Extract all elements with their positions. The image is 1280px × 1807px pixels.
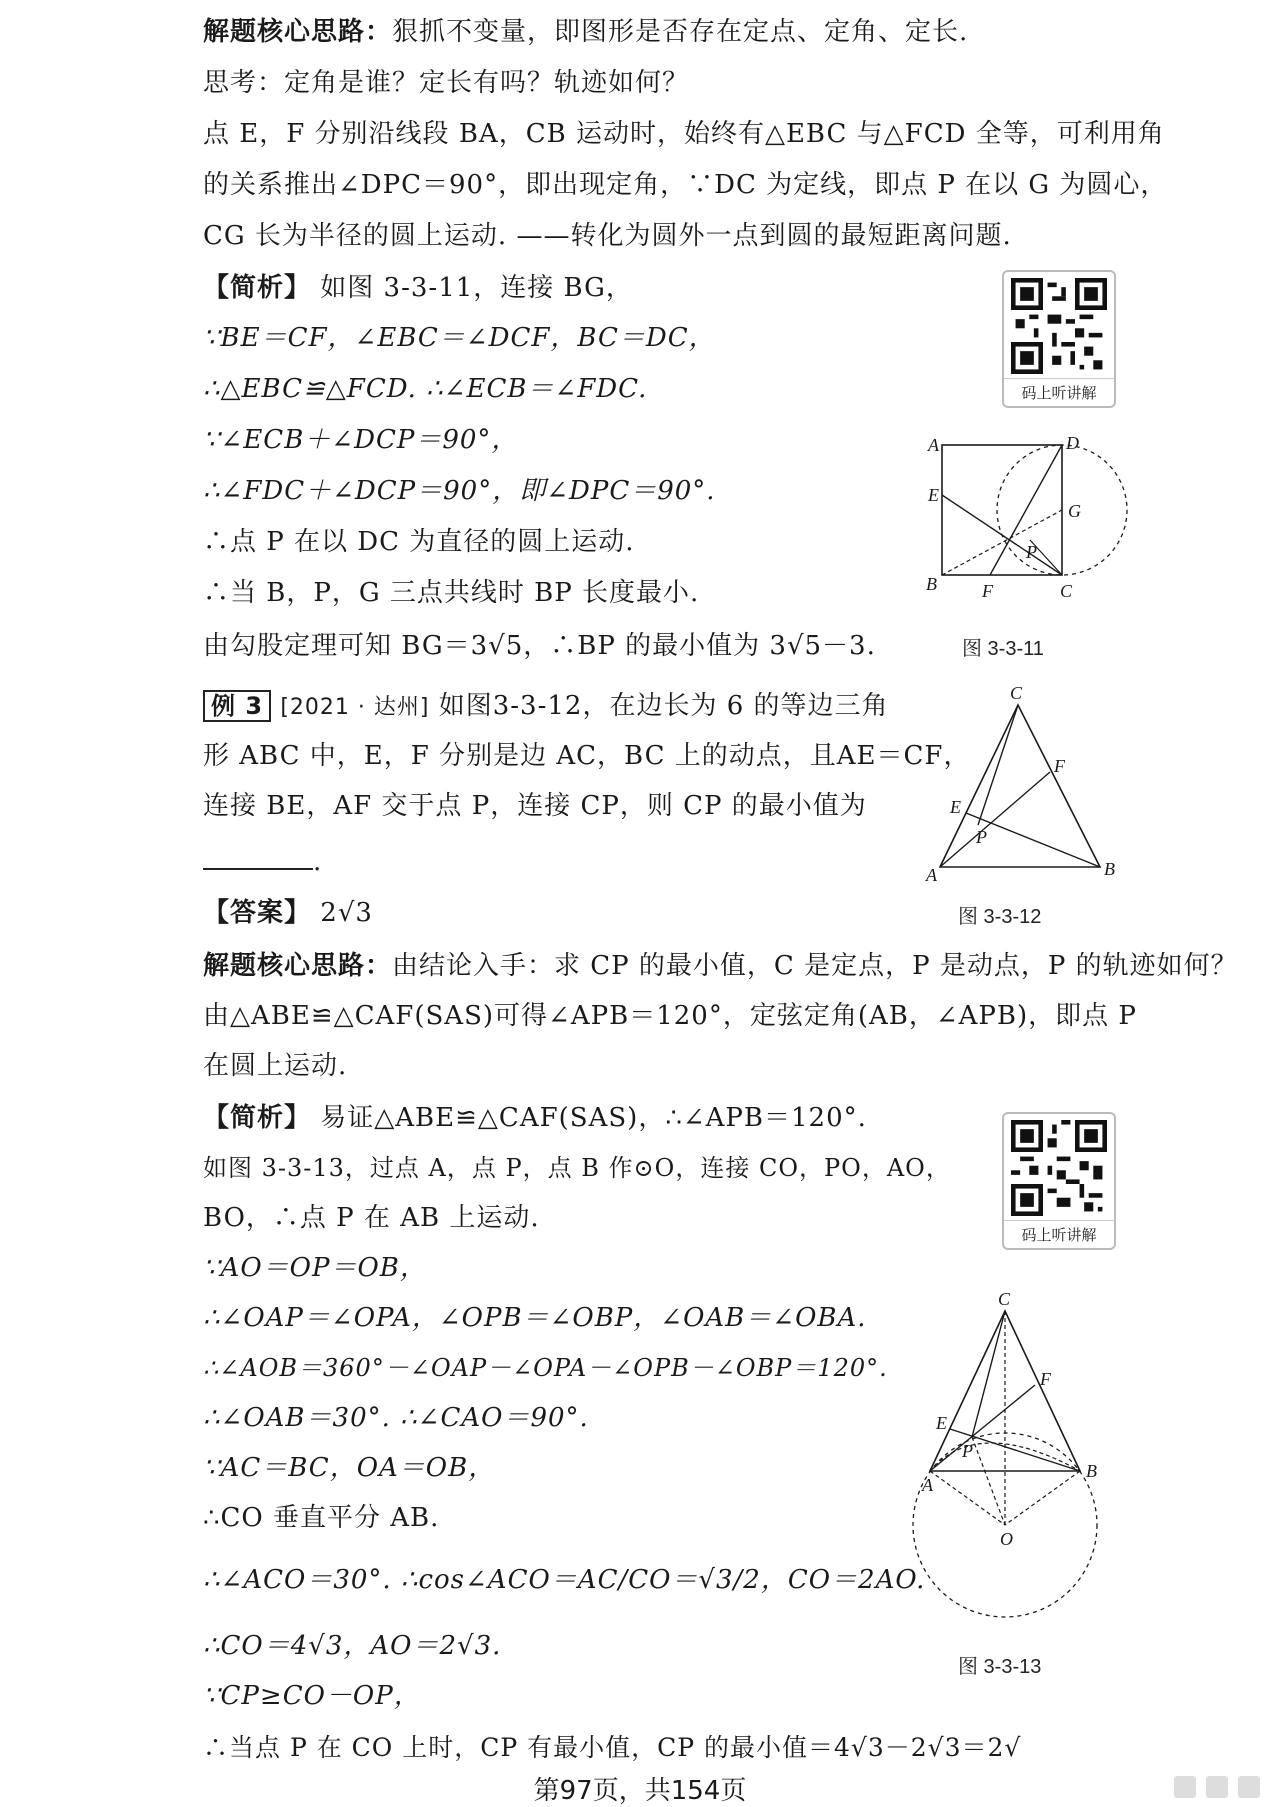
para-line-2: 的关系推出∠DPC＝90°，即出现定角，∵DC 为定线，即点 P 在以 G 为圆心， [203,170,1168,200]
analysis1-line-0 [203,272,633,304]
analysis2-line-0 [203,1102,867,1134]
page-indicator: 第97页，共154页 [533,1776,747,1806]
fig3-label-o: O [1000,1529,1013,1549]
analysis1-label: 【简析】 [203,273,312,303]
analysis2-line-5: ∴∠AOB＝360°－∠OAP－∠OPA－∠OPB－∠OBP＝120°. [203,1354,888,1382]
core-idea-2-line-3: 在圆上运动. [203,1051,348,1081]
analysis2-line-6: ∴∠OAB＝30°. ∴∠CAO＝90°. [203,1403,589,1433]
core-idea-label: 解题核心思路： [203,17,393,47]
answer-line [203,897,373,929]
fig3-label-c: C [998,1289,1011,1309]
analysis1-line-1: ∵BE＝CF，∠EBC＝∠DCF，BC＝DC， [203,323,716,353]
fig3-label-e: E [936,1413,947,1433]
toolbar-button-icon[interactable] [1206,1776,1228,1798]
qr-caption-1: 码上听讲解 [1004,378,1114,406]
figure-3-3-12 [910,685,1130,885]
para-line-3: CG 长为半径的圆上运动. ——转化为圆外一点到圆的最短距离问题. [203,221,1012,251]
analysis2-line-8: ∴CO 垂直平分 AB. [203,1503,440,1533]
qr-code-icon [1011,1120,1107,1216]
analysis2-line-10: ∴CO＝4√3，AO＝2√3. [203,1631,502,1661]
analysis2-line-4: ∴∠OAP＝∠OPA，∠OPB＝∠OBP，∠OAB＝∠OBA. [203,1303,867,1333]
fig1-label-b: B [926,574,937,594]
fig3-label-a: A [922,1475,933,1495]
fig3-label-p: P [962,1441,973,1461]
qr-code-icon [1011,278,1107,374]
blank-period: . [313,847,323,877]
core-idea-1 [203,16,968,48]
analysis1-line-3: ∵∠ECB＋∠DCP＝90°， [203,425,519,455]
toolbar-button-icon[interactable] [1238,1776,1260,1798]
fig1-label-c: C [1060,581,1073,601]
answer-label: 【答案】 [203,898,312,928]
example3-source: [2021 · 达州] [280,695,430,720]
core-idea-2-label: 解题核心思路： [203,951,393,981]
analysis2-line-2: BO，∴点 P 在 AB 上运动. [203,1203,540,1233]
example3-line-0 [203,690,889,724]
example3-label: 例 3 [203,690,271,722]
analysis2-line-12: ∴当点 P 在 CO 上时，CP 有最小值，CP 的最小值＝4√3－2√3＝2√ [203,1733,1022,1762]
analysis2-line-3: ∵AO＝OP＝OB， [203,1253,427,1283]
answer-blank [203,846,313,870]
analysis1-line-7: 由勾股定理可知 BG＝3√5，∴BP 的最小值为 3√5－3. [203,631,876,661]
fig2-label-c: C [1010,685,1023,703]
fig1-label-e: E [928,485,939,505]
fig1-label-f: F [982,581,993,601]
fig3-label-f: F [1040,1369,1051,1389]
analysis1-line-5: ∴点 P 在以 DC 为直径的圆上运动. [203,527,635,557]
figure-3-3-11 [910,435,1130,610]
qr-code-1[interactable] [1002,270,1116,408]
fig3-label-b: B [1086,1461,1097,1481]
example3-line-1: 形 ABC 中，E，F 分别是边 AC，BC 上的动点，且AE＝CF， [203,741,971,771]
core-idea-2-text: 由结论入手：求 CP 的最小值，C 是定点，P 是动点，P 的轨迹如何？ [392,951,1238,981]
core-idea-text: 狠抓不变量，即图形是否存在定点、定角、定长. [392,17,969,47]
fig2-label-b: B [1104,859,1115,879]
fig1-label-a: A [928,435,939,455]
analysis2-line-1: 如图 3-3-13，过点 A，点 P，点 B 作⊙O，连接 CO，PO，AO， [203,1154,951,1182]
analysis1-line-2: ∴△EBC≌△FCD. ∴∠ECB＝∠FDC. [203,374,648,404]
fig2-label-p: P [976,827,987,847]
figure-caption-3-3-13: 图 3-3-13 [958,1656,1042,1678]
fig1-label-d: D [1066,435,1079,453]
analysis1-line-4: ∴∠FDC＋∠DCP＝90°，即∠DPC＝90°. [203,476,716,506]
thinking-line: 思考：定角是谁？定长有吗？轨迹如何？ [203,68,690,98]
figure-3-3-13 [900,1285,1130,1625]
analysis1-line-6: ∴当 B，P，G 三点共线时 BP 长度最小. [203,578,700,608]
fig2-label-a: A [926,865,937,885]
figure-caption-3-3-11: 图 3-3-11 [962,638,1044,660]
fig1-label-g: G [1068,501,1081,521]
answer-value: 2√3 [320,898,373,928]
figure-caption-3-3-12: 图 3-3-12 [958,906,1042,928]
qr-caption-2: 码上听讲解 [1004,1220,1114,1248]
fig2-label-f: F [1054,756,1065,776]
para-line-1: 点 E，F 分别沿线段 BA，CB 运动时，始终有△EBC 与△FCD 全等，可利用角 [203,119,1165,149]
core-idea-2-line-1 [203,950,1238,982]
example3-line-3 [203,846,322,878]
analysis2-line-9: ∴∠ACO＝30°. ∴cos∠ACO＝AC/CO＝√3/2，CO＝2AO. [203,1565,926,1595]
analysis2-line-7: ∵AC＝BC，OA＝OB， [203,1453,496,1483]
toolbar-button-icon[interactable] [1174,1776,1196,1798]
example3-line-2: 连接 BE，AF 交于点 P，连接 CP，则 CP 的最小值为 [203,791,867,821]
fig1-label-p: P [1026,542,1037,562]
analysis2-label: 【简析】 [203,1103,312,1133]
analysis1-text-0: 如图 3-3-11，连接 BG， [320,273,633,303]
analysis2-line-11: ∵CP≥CO－OP， [203,1681,421,1711]
analysis2-first: 易证△ABE≌△CAF(SAS)，∴∠APB＝120°. [320,1103,867,1133]
core-idea-2-line-2: 由△ABE≌△CAF(SAS)可得∠APB＝120°，定弦定角(AB，∠APB)，即点 P [203,1001,1137,1031]
qr-code-2[interactable] [1002,1112,1116,1250]
fig2-label-e: E [950,797,961,817]
example3-text-0: 如图3-3-12，在边长为 6 的等边三角 [438,691,889,721]
viewer-toolbar [1174,1776,1260,1798]
